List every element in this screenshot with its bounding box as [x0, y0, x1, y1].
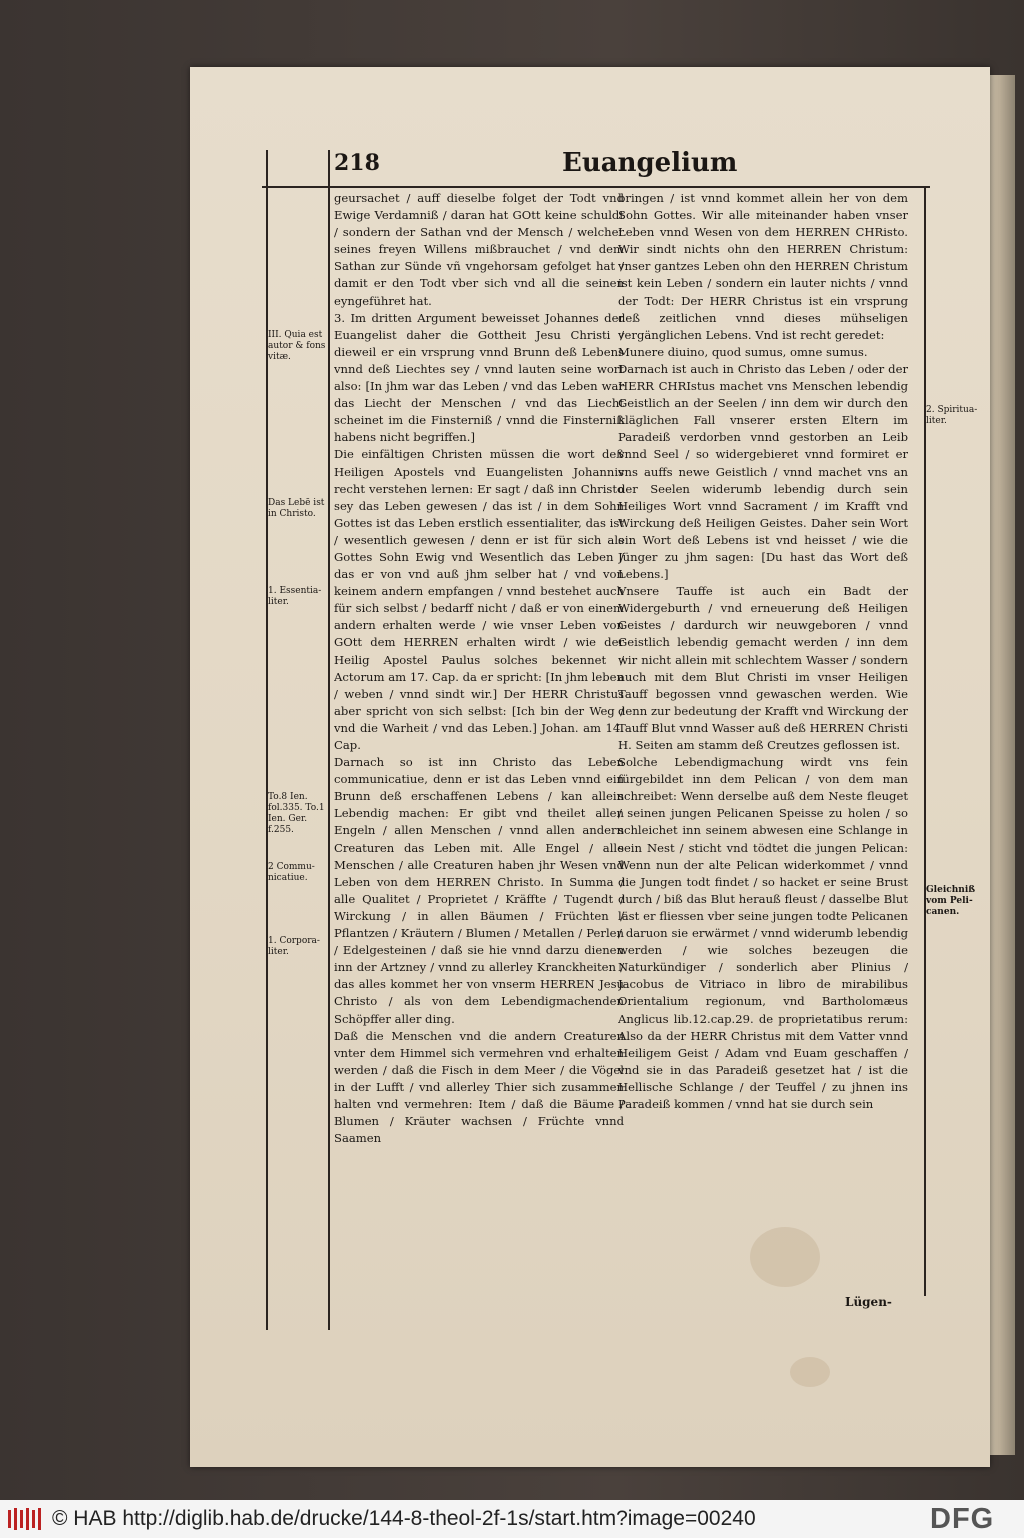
left-margin-notes [268, 330, 328, 1130]
text-block [262, 150, 930, 1330]
footer-bar [0, 1500, 1024, 1538]
margin-note: 1. Corpora-liter. [268, 936, 320, 957]
margin-note: To.8 Ien. fol.335. To.1 Ien. Ger. f.255. [268, 792, 325, 835]
hab-logo-icon [6, 1506, 44, 1532]
margin-note: Gleichniß vom Peli-canen. [926, 885, 976, 917]
margin-note: Das Lebē ist in Christo. [268, 498, 325, 519]
margin-rule [328, 150, 330, 1330]
copyright-url[interactable]: © HAB http://diglib.hab.de/drucke/144-8-theol-2f-1s/start.htm?image=00240 [52, 1507, 756, 1530]
margin-note: 1. Essentia-liter. [268, 586, 322, 607]
paper-stain [790, 1357, 830, 1387]
margin-note: 2. Spiritua-liter. [926, 405, 978, 426]
margin-note: III. Quia est autor & fons vitæ. [268, 330, 326, 362]
running-head: Euangelium [562, 148, 738, 178]
margin-note: 2 Commu-nicatiue. [268, 862, 315, 883]
catchword: Lügen- [845, 1295, 892, 1309]
page-number: 218 [334, 150, 380, 176]
page-header [262, 150, 930, 188]
text-column-right: bringen / ist vnnd kommet allein her von dem Sohn Gottes. Wir alle miteinander haben vnser Leben vnnd Wesen von dem HERREN CHRisto. Wir sindt nichts ohn den HERREN Christum: vnser gantzes Leben ohn den HERREN Christum ist kein Leben / sondern ein lauter nichts / vnnd der Todt: Der HERR Christus ist ein vrsprung deß zeitlichen vnnd dieses mühseligen vergänglichen Lebens. Vnd ist recht geredet: Munere diuino, quod sumus, omne sumus. Darnach ist auch in Christo das Leben / oder der HERR CHRIstus machet vns Menschen lebendig Geistlich an der Seelen / inn dem wir durch den kläglichen Fall vnserer ersten Eltern im Paradeiß verdorben vnnd gestorben an Leib vnnd Seel / so widergebieret vnnd formiret er vns auffs newe Geistlich / vnnd machet vns an der Seelen widerumb lebendig durch sein Heiliges Wort vnnd Sacrament / im Krafft vnd Wirckung deß Heiligen Geistes. Daher sein Wort ein Wort deß Lebens ist vnd heisset / wie die Jünger zu jhm sagen: [Du hast das Wort deß Lebens.] Vnsere Tauffe ist auch ein Badt der Widergeburth / vnd erneuerung deß Heiligen Geistes / dardurch wir neuwgeboren / vnnd Geistlich lebendig gemacht werden / inn dem wir nicht allein mit schlechtem Wasser / sondern auch mit dem Blut Christi im vnser Heiligen Tauff begossen vnnd gewaschen werden. Wie denn zur bedeutung der Krafft vnd Wirckung der Tauff Blut vnnd Wasser auß deß HERREN Christi H. Seiten am stamm deß Creutzes geflossen ist. Solche Lebendigmachung wirdt vns fein fürgebildet inn dem Pelican / von dem man schreibet: Wenn derselbe auß dem Neste fleuget / seinen jungen Pelicanen Speisse zu holen / so schleichet inn seinem abwesen eine Schlange in sein Nest / sticht vnd tödtet die jungen Pelican: Wenn nun der alte Pelican widerkommet / vnnd die Jungen todt findet / so hacket er seine Brust durch / biß das Blut herauß fleust / dasselbe Blut läst er fliessen vber seine jungen todte Pelicanen / daruon sie erwärmet / vnnd widerumb lebendig werden / wie solches bezeugen die Naturkündiger / sonderlich aber Plinius / Jacobus de Vitriaco in libro de mirabilibus Orientalium regionum, vnd Bartholomæus Anglicus lib.12.cap.29. de proprietatibus rerum: Also da der HERR Christus mit dem Vatter vnnd Heiligem Geist / Adam vnd Euam geschaffen / vnd sie in das Paradeiß gesetzet hat / ist die Hellische Schlange / der Teuffel / zu jhnen ins Paradeiß kommen / vnnd hat sie durch sein [618, 191, 908, 1111]
dfg-logo: DFG [930, 1503, 995, 1535]
right-border-rule [924, 186, 926, 1296]
text-column-left: geursachet / auff dieselbe folget der Todt vnd Ewige Verdamniß / daran hat GOtt keine schuldt / sondern der Sathan vnd der Mensch / welcher seines freyen Willens mißbrauchet / vnd dem Sathan zur Sünde vñ vngehorsam gefolget hat / damit er den Todt vber sich vnd all die seinen eyngeführet hat. 3. Im dritten Argument beweisset Johannes der Euangelist daher die Gottheit Jesu Christi / dieweil er ein vrsprung vnnd Brunn deß Lebens vnnd deß Liechtes sey / vnnd lauten seine wort also: [In jhm war das Leben / vnd das Leben war das Liecht der Menschen / vnd das Liecht scheinet im die Finsterniß / vnnd die Finsterniß habens nicht begriffen.] Die einfältigen Christen müssen die wort deß Heiligen Apostels vnd Euangelisten Johannis recht verstehen lernen: Er sagt / daß inn Christo sey das Leben gewesen / das ist / in dem Sohn Gottes ist das Leben erstlich essentialiter, das ist / wesentlich gewesen / denn er ist für sich als Gottes Sohn Ewig vnd Wesentlich das Leben / das er von vnd auß jhm selber hat / vnd von keinem andern empfangen / vnnd bestehet auch für sich selbst / bedarff nicht / daß er von einem andern erhalten werde / wie vnser Leben von GOtt dem HERREN erhalten wirdt / wie der Heilig Apostel Paulus solches bekennet / Actorum am 17. Cap. da er spricht: [In jhm leben / weben / vnnd sindt wir.] Der HERR Christus aber spricht von sich selbst: [Ich bin der Weg / vnd die Warheit / vnd das Leben.] Johan. am 14. Cap. Darnach so ist inn Christo das Leben communicatiue, denn er ist das Leben vnnd ein Brunn deß erschaffenen Lebens / kan allein Lebendig machen: Er gibt vnd theilet allen Engeln / allen Menschen / vnnd allen andern Creaturen das Leben mit. Alle Engel / alle Menschen / alle Creaturen haben jhr Wesen vnd Leben von dem HERREN Christo. In Summa / alle Qualitet / Proprietet / Kräffte / Tugendt / Wirckung / in allen Bäumen / Früchten / Pflantzen / Kräutern / Blumen / Metallen / Perlen / Edelgesteinen / daß sie hie vnnd darzu dienen inn der Artzney / vnnd zu allerley Kranckheiten / das alles kommet her von vnserm HERREN Jesu Christo / als von dem Lebendigmachenden Schöpffer aller ding. Daß die Menschen vnd die andern Creaturen vnter dem Himmel sich vermehren vnd erhalten werden / daß die Fisch in dem Meer / die Vögel in der Lufft / vnd allerley Thier sich zusammen halten vnd vermehren: Item / daß die Bäume / Blumen / Kräuter wachsen / Früchte vnnd Saamen [334, 191, 624, 1146]
